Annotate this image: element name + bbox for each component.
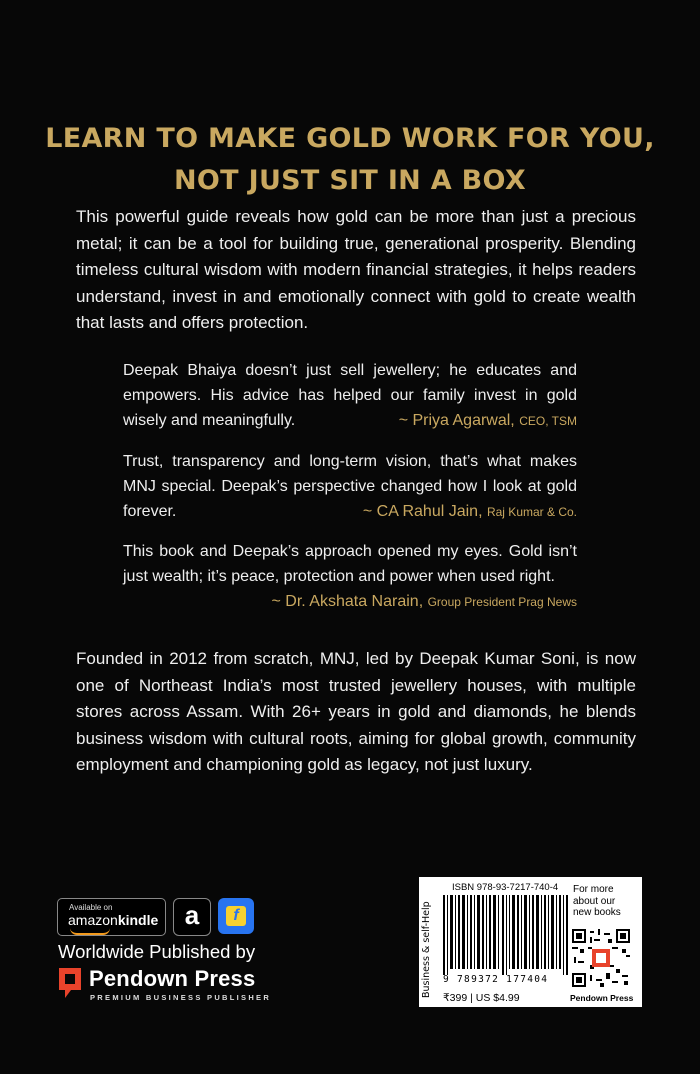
kindle-brand-text [68, 912, 158, 928]
flipkart-bag-icon: f [226, 906, 246, 926]
testimonial-role: CEO, TSM [519, 414, 577, 428]
amazon-app-icon[interactable]: a [173, 898, 211, 936]
amazon-word: amazon [68, 912, 118, 928]
amazon-smile-icon [70, 928, 110, 935]
testimonial-name: ~ Priya Agarwal, [398, 412, 515, 429]
testimonial-attribution [363, 499, 577, 525]
isbn-barcode-box [419, 877, 642, 1007]
testimonial-text: This book and Deepak’s approach opened my eyes. Gold isn’t just wealth; it’s peace, protection and power when used right. [123, 543, 577, 585]
testimonial-1 [123, 358, 577, 434]
headline-line-2: NOT JUST SIT IN A BOX [174, 165, 526, 196]
headline-line-1: LEARN TO MAKE GOLD WORK FOR YOU, [45, 123, 655, 154]
category-label [419, 877, 437, 1007]
price-text: ₹399 | US $4.99 [443, 992, 520, 1004]
testimonial-2 [123, 449, 577, 525]
kindle-word: kindle [117, 912, 159, 928]
barcode-digits: 9 789372 177404 [443, 974, 549, 985]
more-books-text: For more about our new books [573, 884, 621, 918]
testimonial-text: Trust, transparency and long-term vision, that’s what makes MNJ special. Deepak’s perspective changed how I look at gold forever. [123, 453, 577, 520]
headline [0, 118, 700, 202]
category-text: Business & self-Help [421, 901, 432, 998]
testimonial-3 [123, 539, 577, 615]
qr-code-icon[interactable] [572, 929, 630, 987]
kindle-available-text: Available on [69, 903, 113, 912]
about-paragraph: Founded in 2012 from scratch, MNJ, led by Deepak Kumar Soni, is now one of Northeast India’s most trusted jewellery houses, with multiple stores across Assam. With 26+ years in gold and diamonds, he blends business wisdom with cultural roots, aiming for global growth, community employment and championing gold as legacy, not just luxury. [76, 649, 636, 774]
flipkart-app-icon[interactable] [218, 898, 254, 934]
testimonial-attribution [123, 589, 577, 615]
intro-paragraph: This powerful guide reveals how gold can be more than just a precious metal; it can be a tool for building true, generational prosperity. Blending timeless cultural wisdom with modern financial strategies, it helps readers understand, invest in and emotionally connect with gold to create wealth that lasts and offers protection. [76, 207, 636, 332]
amazon-kindle-badge[interactable] [57, 898, 166, 936]
testimonial-text: Deepak Bhaiya doesn’t just sell jewellery; he educates and empowers. His advice has helped our family invest in gold wisely and meaningfully. [123, 362, 577, 429]
isbn-number: ISBN 978-93-7217-740-4 [452, 882, 559, 893]
testimonial-name: ~ CA Rahul Jain, [362, 503, 483, 520]
testimonial-role: Raj Kumar & Co. [486, 505, 577, 519]
barcode-icon [441, 895, 569, 975]
pendown-logo-icon [57, 966, 83, 1000]
testimonial-role: Group President Prag News [427, 595, 577, 609]
publisher-name: Pendown Press [89, 966, 256, 991]
worldwide-published-text: Worldwide Published by [58, 941, 256, 962]
publisher-small-text: Pendown Press [570, 993, 634, 1003]
publisher-tagline: PREMIUM BUSINESS PUBLISHER [90, 993, 272, 1002]
testimonial-attribution [399, 408, 577, 434]
testimonial-name: ~ Dr. Akshata Narain, [271, 593, 424, 610]
